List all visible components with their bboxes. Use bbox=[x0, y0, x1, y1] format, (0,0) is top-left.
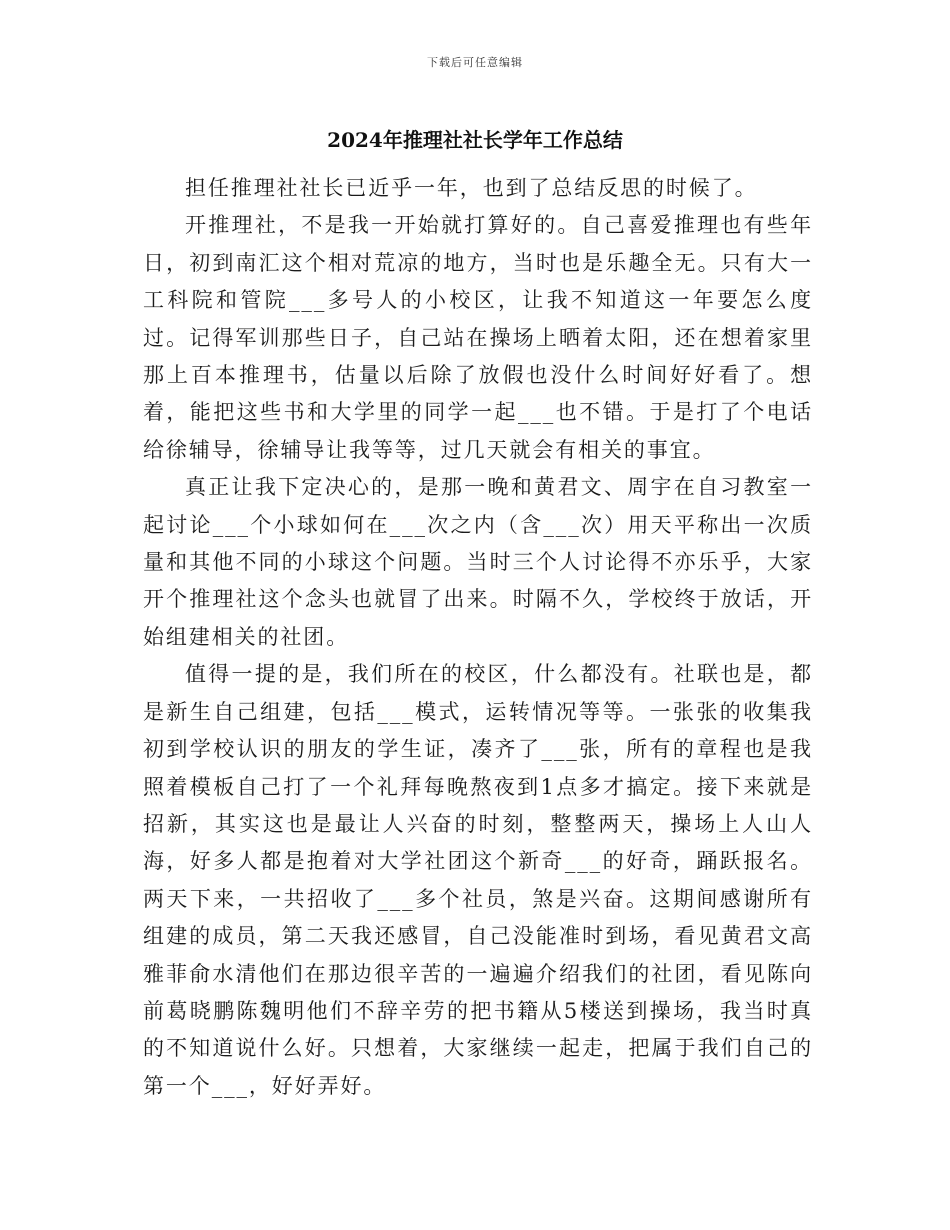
paragraph-4: 值得一提的是，我们所在的校区，什么都没有。社联也是，都是新生自己组建，包括___模式，运转情况等等。一张张的收集我初到学校认识的朋友的学生证，凑齐了___张，所有的章程也是我照着模板自己打了一个礼拜每晚熬夜到1点多才搞定。接下来就是招新，其实这也是最让人兴奋的时刻，整整两天，操场上人山人海，好多人都是抱着对大学社团这个新奇___的好奇，踊跃报名。两天下来，一共招收了___多个社员，煞是兴奋。这期间感谢所有组建的成员，第二天我还感冒，自己没能准时到场，看见黄君文高雅菲俞水清他们在那边很辛苦的一遍遍介绍我们的社团，看见陈向前葛晓鹏陈魏明他们不辞辛劳的把书籍从5楼送到操场，我当时真的不知道说什么好。只想着，大家继续一起走，把属于我们自己的第一个___，好好弄好。 bbox=[143, 662, 813, 1098]
document-body bbox=[143, 170, 813, 1105]
paragraph-1: 担任推理社社长已近乎一年，也到了总结反思的时候了。 bbox=[185, 176, 758, 200]
paragraph-3: 真正让我下定决心的，是那一晚和黄君文、周宇在自习教室一起讨论___个小球如何在___次之内（含___次）用天平称出一次质量和其他不同的小球这个问题。当时三个人讨论得不亦乐乎，大家开个推理社这个念头也就冒了出来。时隔不久，学校终于放话，开始组建相关的社团。 bbox=[143, 475, 813, 649]
header-note: 下载后可任意编辑 bbox=[427, 56, 523, 69]
paragraph-2: 开推理社，不是我一开始就打算好的。自己喜爱推理也有些年日，初到南汇这个相对荒凉的地方，当时也是乐趣全无。只有大一工科院和管院___多号人的小校区，让我不知道这一年要怎么度过。记得军训那些日子，自己站在操场上晒着太阳，还在想着家里那上百本推理书，估量以后除了放假也没什么时间好好看了。想着，能把这些书和大学里的同学一起___也不错。于是打了个电话给徐辅导，徐辅导让我等等，过几天就会有相关的事宜。 bbox=[143, 213, 813, 462]
document-title: 2024年推理社社长学年工作总结 bbox=[327, 128, 623, 152]
